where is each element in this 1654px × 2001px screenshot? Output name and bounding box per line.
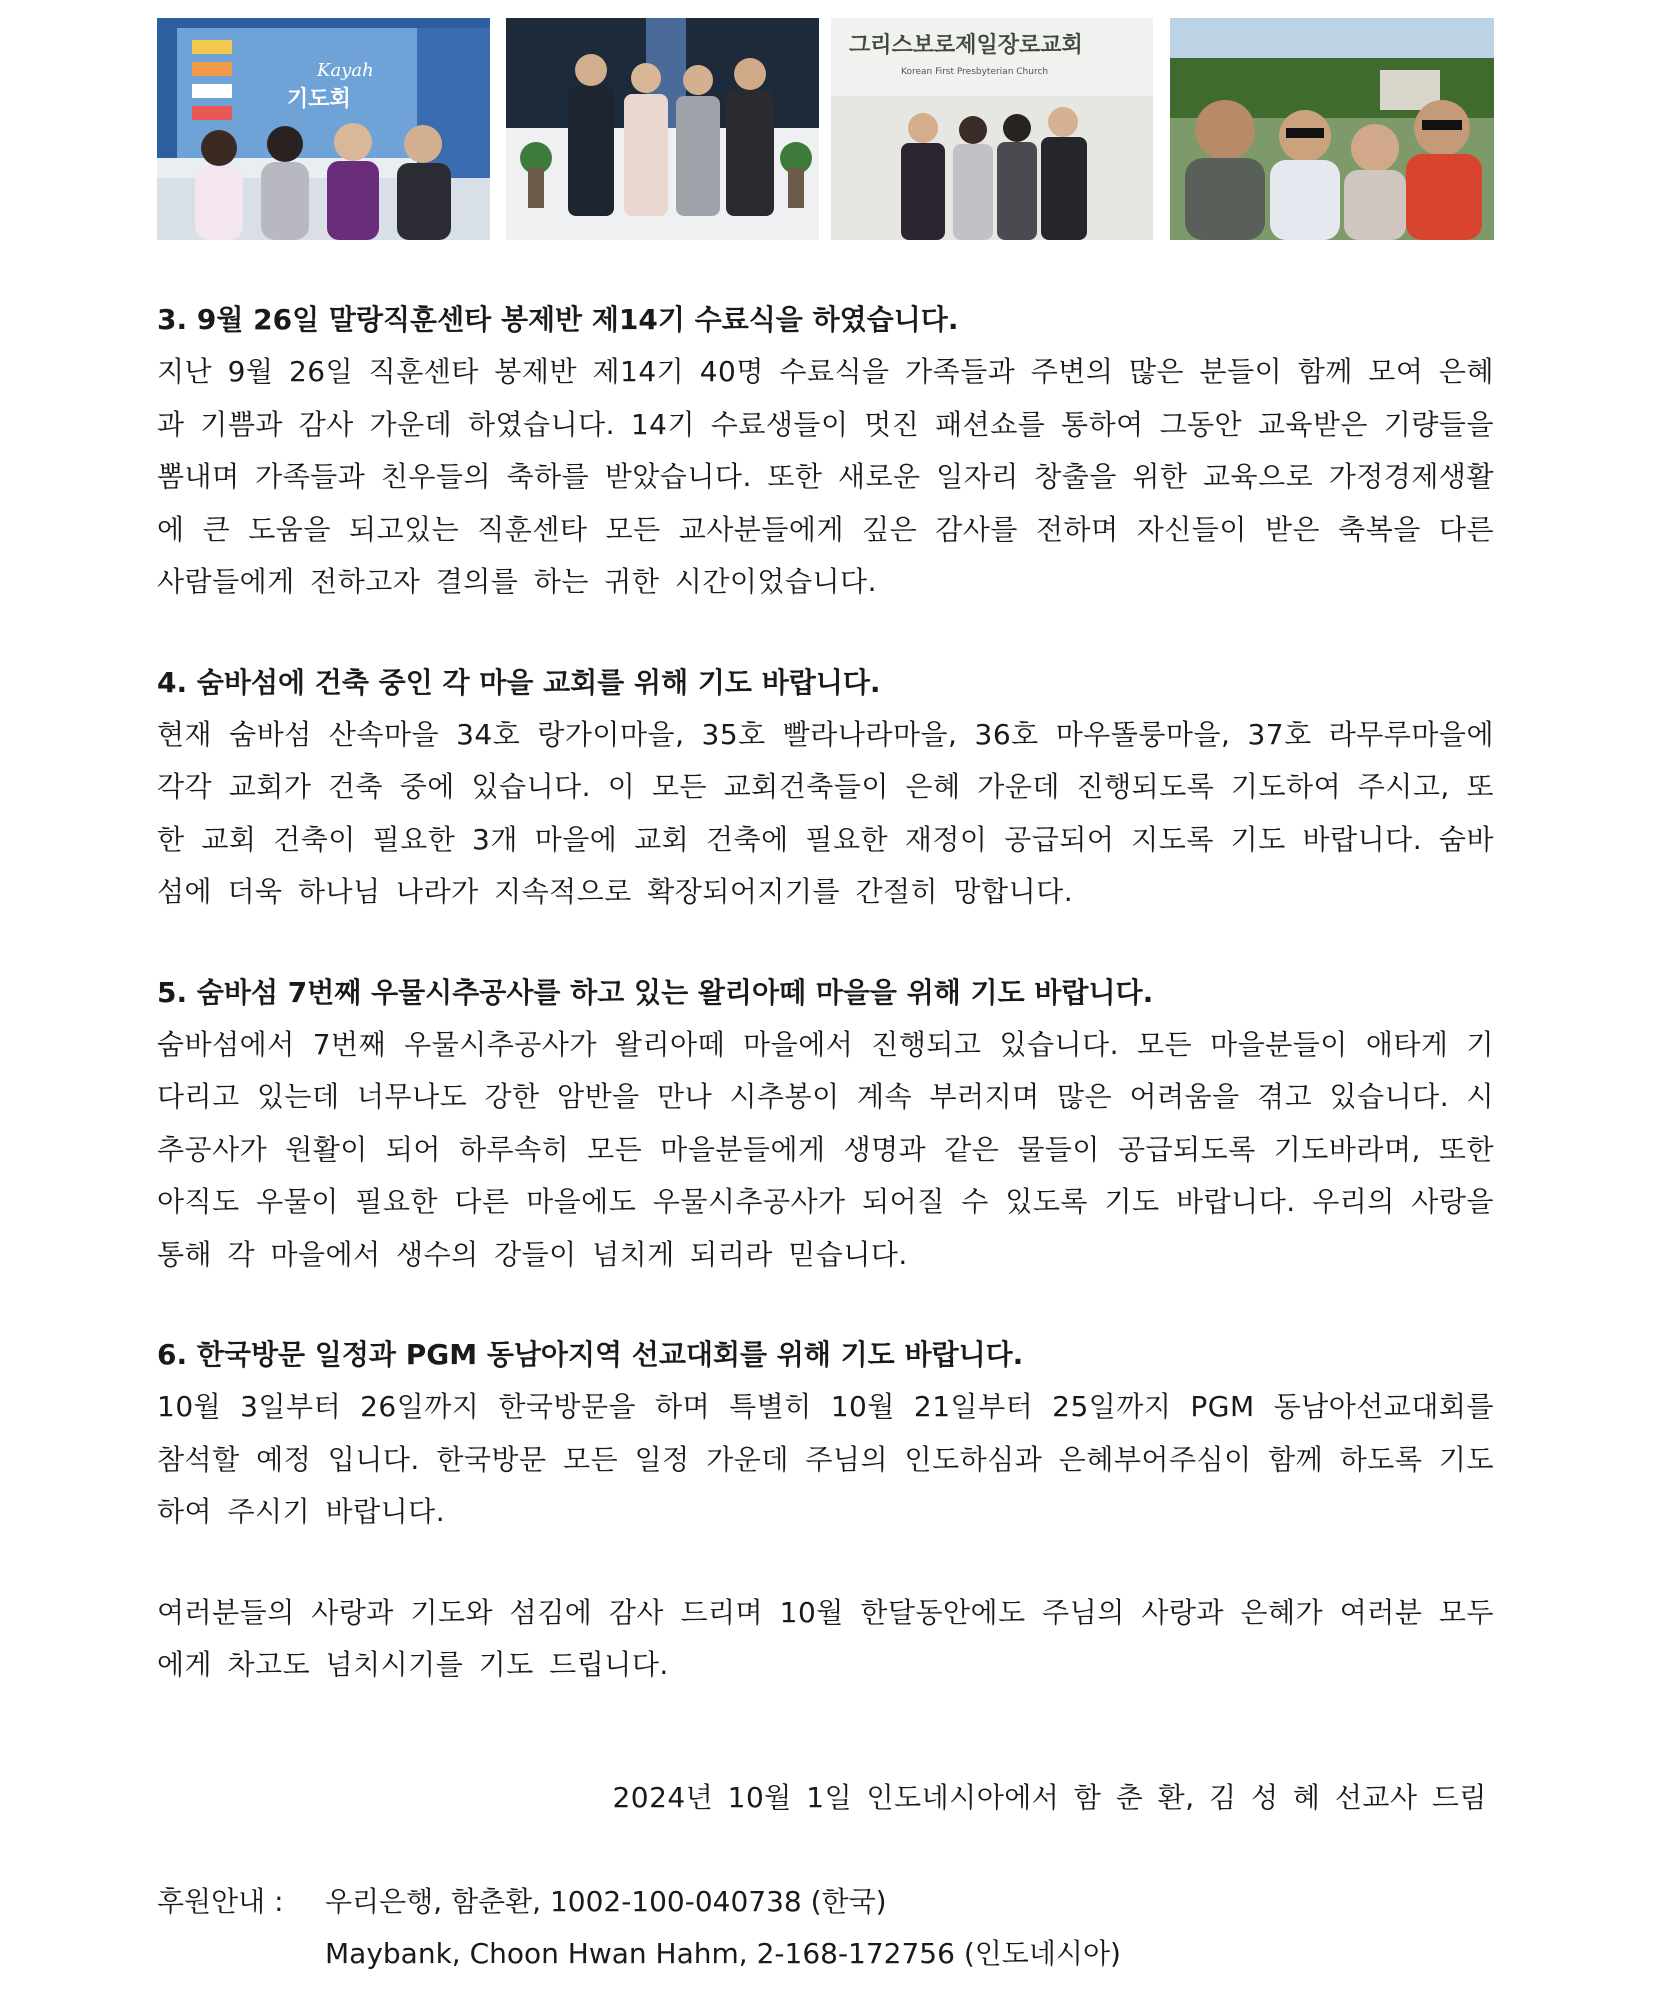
- support-info: [157, 1876, 1494, 1980]
- section-heading: 3. 9월 26일 말랑직훈센타 봉제반 제14기 수료식을 하였습니다.: [157, 303, 959, 336]
- photo-church-group: [831, 18, 1153, 240]
- section-4: [157, 657, 1494, 919]
- closing-paragraph: 여러분들의 사랑과 기도와 섬김에 감사 드리며 10월 한달동안에도 주님의 사랑과 은혜가 여러분 모두에게 차고도 넘치시기를 기도 드립니다.: [157, 1595, 1494, 1681]
- support-row-indonesia: [157, 1928, 1494, 1980]
- church-sign-subtext: Korean First Presbyterian Church: [901, 67, 1049, 77]
- photo-strip: [157, 18, 1494, 240]
- banner-title-text: Kayah: [317, 60, 374, 81]
- photo-prayer-conference: [157, 18, 490, 240]
- section-body: 현재 숨바섬 산속마을 34호 랑가이마을, 35호 빨라나라마을, 36호 마우똘룽마을, 37호 라무루마을에 각각 교회가 건축 중에 있습니다. 이 모든 교회건축들이 은혜 가운데 진행되도록 기도하여 주시고, 또한 교회 건축이 필요한 3개 마을에 교회 건축에 필요한 재정이 공급되어 지도록 기도 바랍니다. 숨바섬에 더욱 하나님 나라가 지속적으로 확장되어지기를 간절히 망합니다.: [157, 717, 1494, 908]
- section-6: [157, 1329, 1494, 1539]
- section-3: [157, 294, 1494, 609]
- support-account-korea: 우리은행, 함춘환, 1002-100-040738 (한국): [325, 1885, 887, 1918]
- section-heading: 6. 한국방문 일정과 PGM 동남아지역 선교대회를 위해 기도 바랍니다.: [157, 1338, 1024, 1371]
- section-5: [157, 967, 1494, 1282]
- banner-subtitle-text: 기도회: [287, 87, 351, 112]
- photo-lake-selfie: [1170, 18, 1494, 240]
- photo-stage-group: [506, 18, 819, 240]
- support-label: 후원안내 :: [157, 1885, 284, 1918]
- section-heading: 4. 숨바섬에 건축 중인 각 마을 교회를 위해 기도 바랍니다.: [157, 665, 881, 699]
- section-body: 숨바섬에서 7번째 우물시추공사가 왈리아떼 마을에서 진행되고 있습니다. 모든 마을분들이 애타게 기다리고 있는데 너무나도 강한 암반을 만나 시추봉이 계속 부러지며 많은 어려움을 겪고 있습니다. 시추공사가 원활이 되어 하루속히 모든 마을분들에게 생명과 같은 물들이 공급되도록 기도바라며, 또한 아직도 우물이 필요한 다른 마을에도 우물시추공사가 되어질 수 있도록 기도 바랍니다. 우리의 사랑을 통해 각 마을에서 생수의 강들이 넘치게 되리라 믿습니다.: [157, 1027, 1494, 1271]
- section-heading: 5. 숨바섬 7번째 우물시추공사를 하고 있는 왈리아떼 마을을 위해 기도 바랍니다.: [157, 975, 1154, 1009]
- support-account-indonesia: Maybank, Choon Hwan Hahm, 2-168-172756 (인도네시아): [325, 1937, 1121, 1970]
- support-row-korea: [157, 1876, 1494, 1928]
- signature-line: 2024년 10월 1일 인도네시아에서 함 춘 환, 김 성 혜 선교사 드림: [612, 1781, 1487, 1814]
- section-body: 10월 3일부터 26일까지 한국방문을 하며 특별히 10월 21일부터 25일까지 PGM 동남아선교대회를 참석할 예정 입니다. 한국방문 모든 일정 가운데 주님의 인도하심과 은혜부어주심이 함께 하도록 기도하여 주시기 바랍니다.: [157, 1390, 1494, 1528]
- section-body: 지난 9월 26일 직훈센타 봉제반 제14기 40명 수료식을 가족들과 주변의 많은 분들이 함께 모여 은혜과 기쁨과 감사 가운데 하였습니다. 14기 수료생들이 멋진 패션쇼를 통하여 그동안 교육받은 기량들을 뽐내며 가족들과 친우들의 축하를 받았습니다. 또한 새로운 일자리 창출을 위한 교육으로 가정경제생활에 큰 도움을 되고있는 직훈센타 모든 교사분들에게 깊은 감사를 전하며 자신들이 받은 축복을 다른 사람들에게 전하고자 결의를 하는 귀한 시간이었습니다.: [157, 355, 1494, 598]
- church-sign-text: 그리스보로제일장로교회: [849, 33, 1083, 58]
- letter-body: [157, 294, 1494, 1692]
